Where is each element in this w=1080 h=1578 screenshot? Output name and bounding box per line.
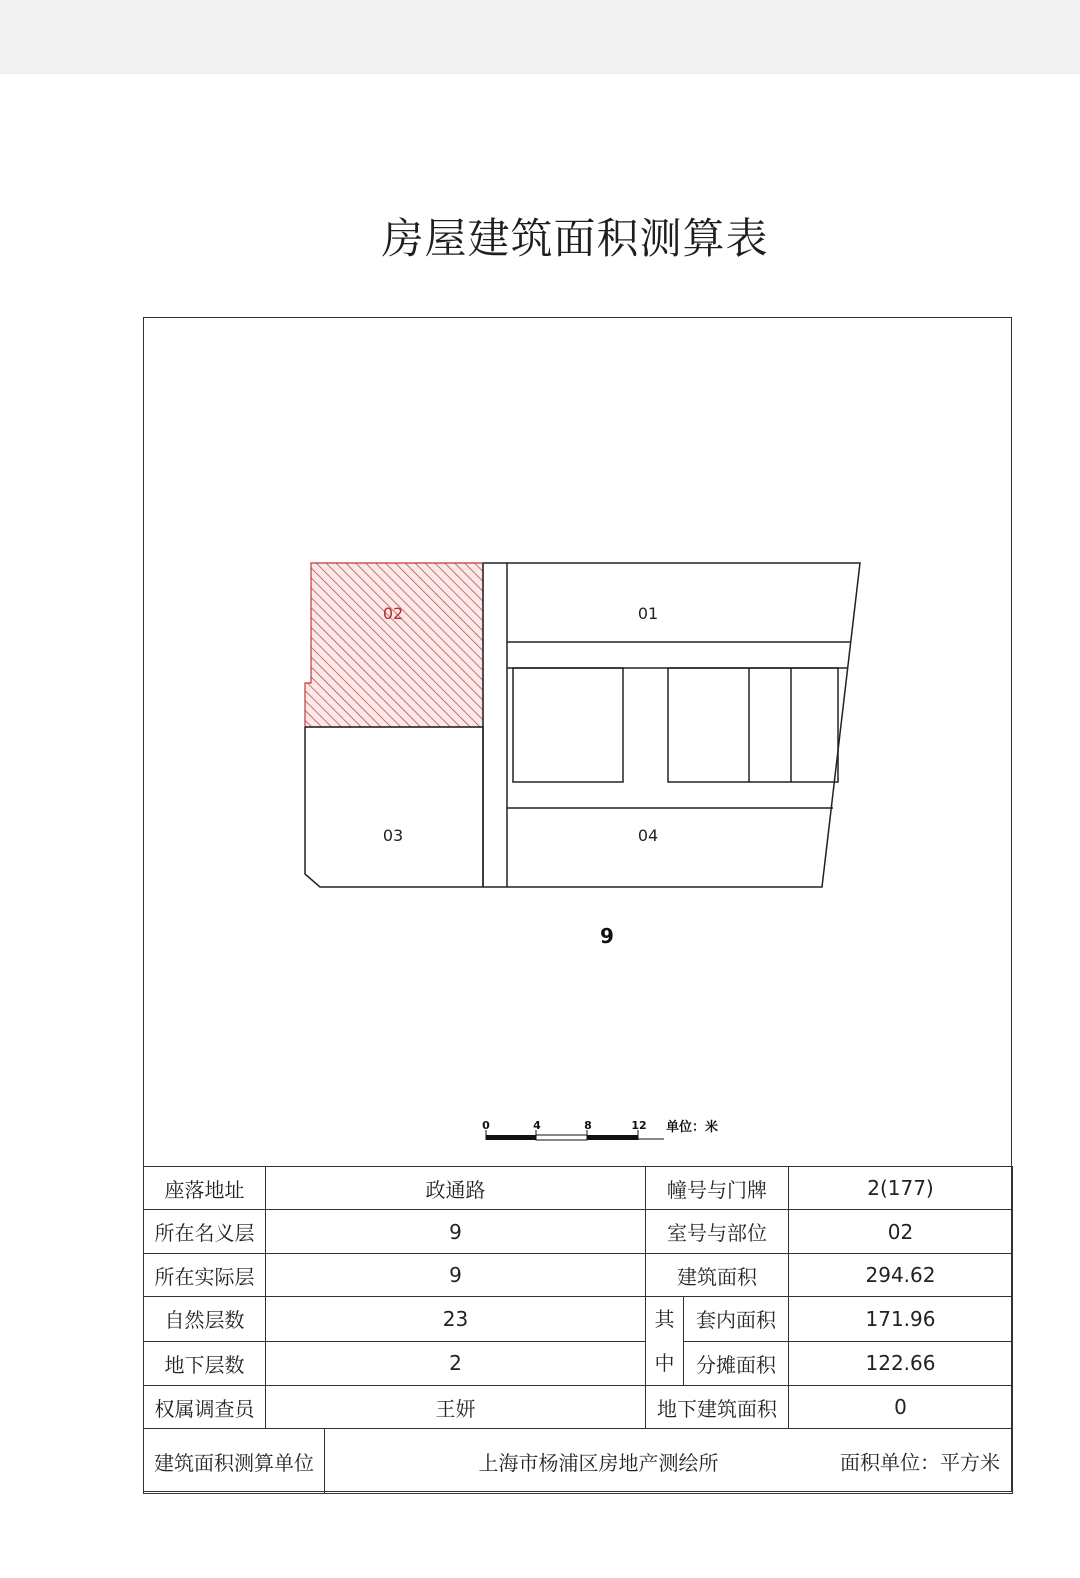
underground-area-value: 0 bbox=[789, 1386, 1013, 1429]
shared-area-value: 122.66 bbox=[789, 1341, 1013, 1386]
unit-03-outline bbox=[305, 727, 483, 887]
total-floors-value: 23 bbox=[266, 1297, 646, 1342]
page-title: 房屋建筑面积测算表 bbox=[381, 214, 769, 263]
among-label-1: 其 bbox=[654, 1307, 675, 1331]
scale-tick-12: 12 bbox=[631, 1119, 647, 1132]
room-label: 室号与部位 bbox=[646, 1210, 789, 1254]
address-value: 政通路 bbox=[266, 1167, 646, 1210]
nominal-floor-label: 所在名义层 bbox=[144, 1210, 266, 1254]
building-no-label: 幢号与门牌 bbox=[646, 1167, 789, 1210]
unit-label-01: 01 bbox=[637, 604, 659, 623]
basement-floors-label: 地下层数 bbox=[144, 1341, 266, 1386]
among-label-2: 中 bbox=[654, 1351, 675, 1375]
core-box-left bbox=[513, 668, 623, 782]
survey-unit-value: 上海市杨浦区房地产测绘所 bbox=[478, 1450, 719, 1475]
inner-area-value: 171.96 bbox=[789, 1297, 1013, 1342]
building-no-value: 2(177) bbox=[789, 1167, 1013, 1210]
gross-area-value: 294.62 bbox=[789, 1254, 1013, 1297]
surveyor-label: 权属调查员 bbox=[144, 1386, 266, 1429]
scale-tick-8: 8 bbox=[584, 1119, 592, 1132]
among-label bbox=[646, 1297, 684, 1386]
scale-tick-0: 0 bbox=[482, 1119, 490, 1132]
core-box-right bbox=[668, 668, 838, 782]
actual-floor-value: 9 bbox=[266, 1254, 646, 1297]
scale-unit-label: 单位：米 bbox=[666, 1120, 719, 1135]
room-value: 02 bbox=[789, 1210, 1013, 1254]
floor-number-label: 9 bbox=[600, 924, 614, 948]
unit-02-hatch bbox=[305, 563, 483, 727]
basement-floors-value: 2 bbox=[266, 1341, 646, 1386]
area-info-table bbox=[143, 1166, 1013, 1494]
nominal-floor-value: 9 bbox=[266, 1210, 646, 1254]
total-floors-label: 自然层数 bbox=[144, 1297, 266, 1342]
gross-area-label: 建筑面积 bbox=[646, 1254, 789, 1297]
scale-tick-4: 4 bbox=[533, 1119, 541, 1132]
unit-label-02: 02 bbox=[382, 604, 404, 623]
actual-floor-label: 所在实际层 bbox=[144, 1254, 266, 1297]
unit-label-04: 04 bbox=[637, 826, 659, 845]
area-unit-note: 面积单位：平方米 bbox=[840, 1450, 1000, 1475]
inner-area-label: 套内面积 bbox=[684, 1297, 789, 1342]
surveyor-value: 王妍 bbox=[266, 1386, 646, 1429]
survey-unit-label: 建筑面积测算单位 bbox=[144, 1429, 325, 1494]
underground-area-label: 地下建筑面积 bbox=[646, 1386, 789, 1429]
unit-label-03: 03 bbox=[382, 826, 404, 845]
shared-area-label: 分摊面积 bbox=[684, 1341, 789, 1386]
survey-unit-cell bbox=[325, 1429, 1013, 1494]
address-label: 座落地址 bbox=[144, 1167, 266, 1210]
